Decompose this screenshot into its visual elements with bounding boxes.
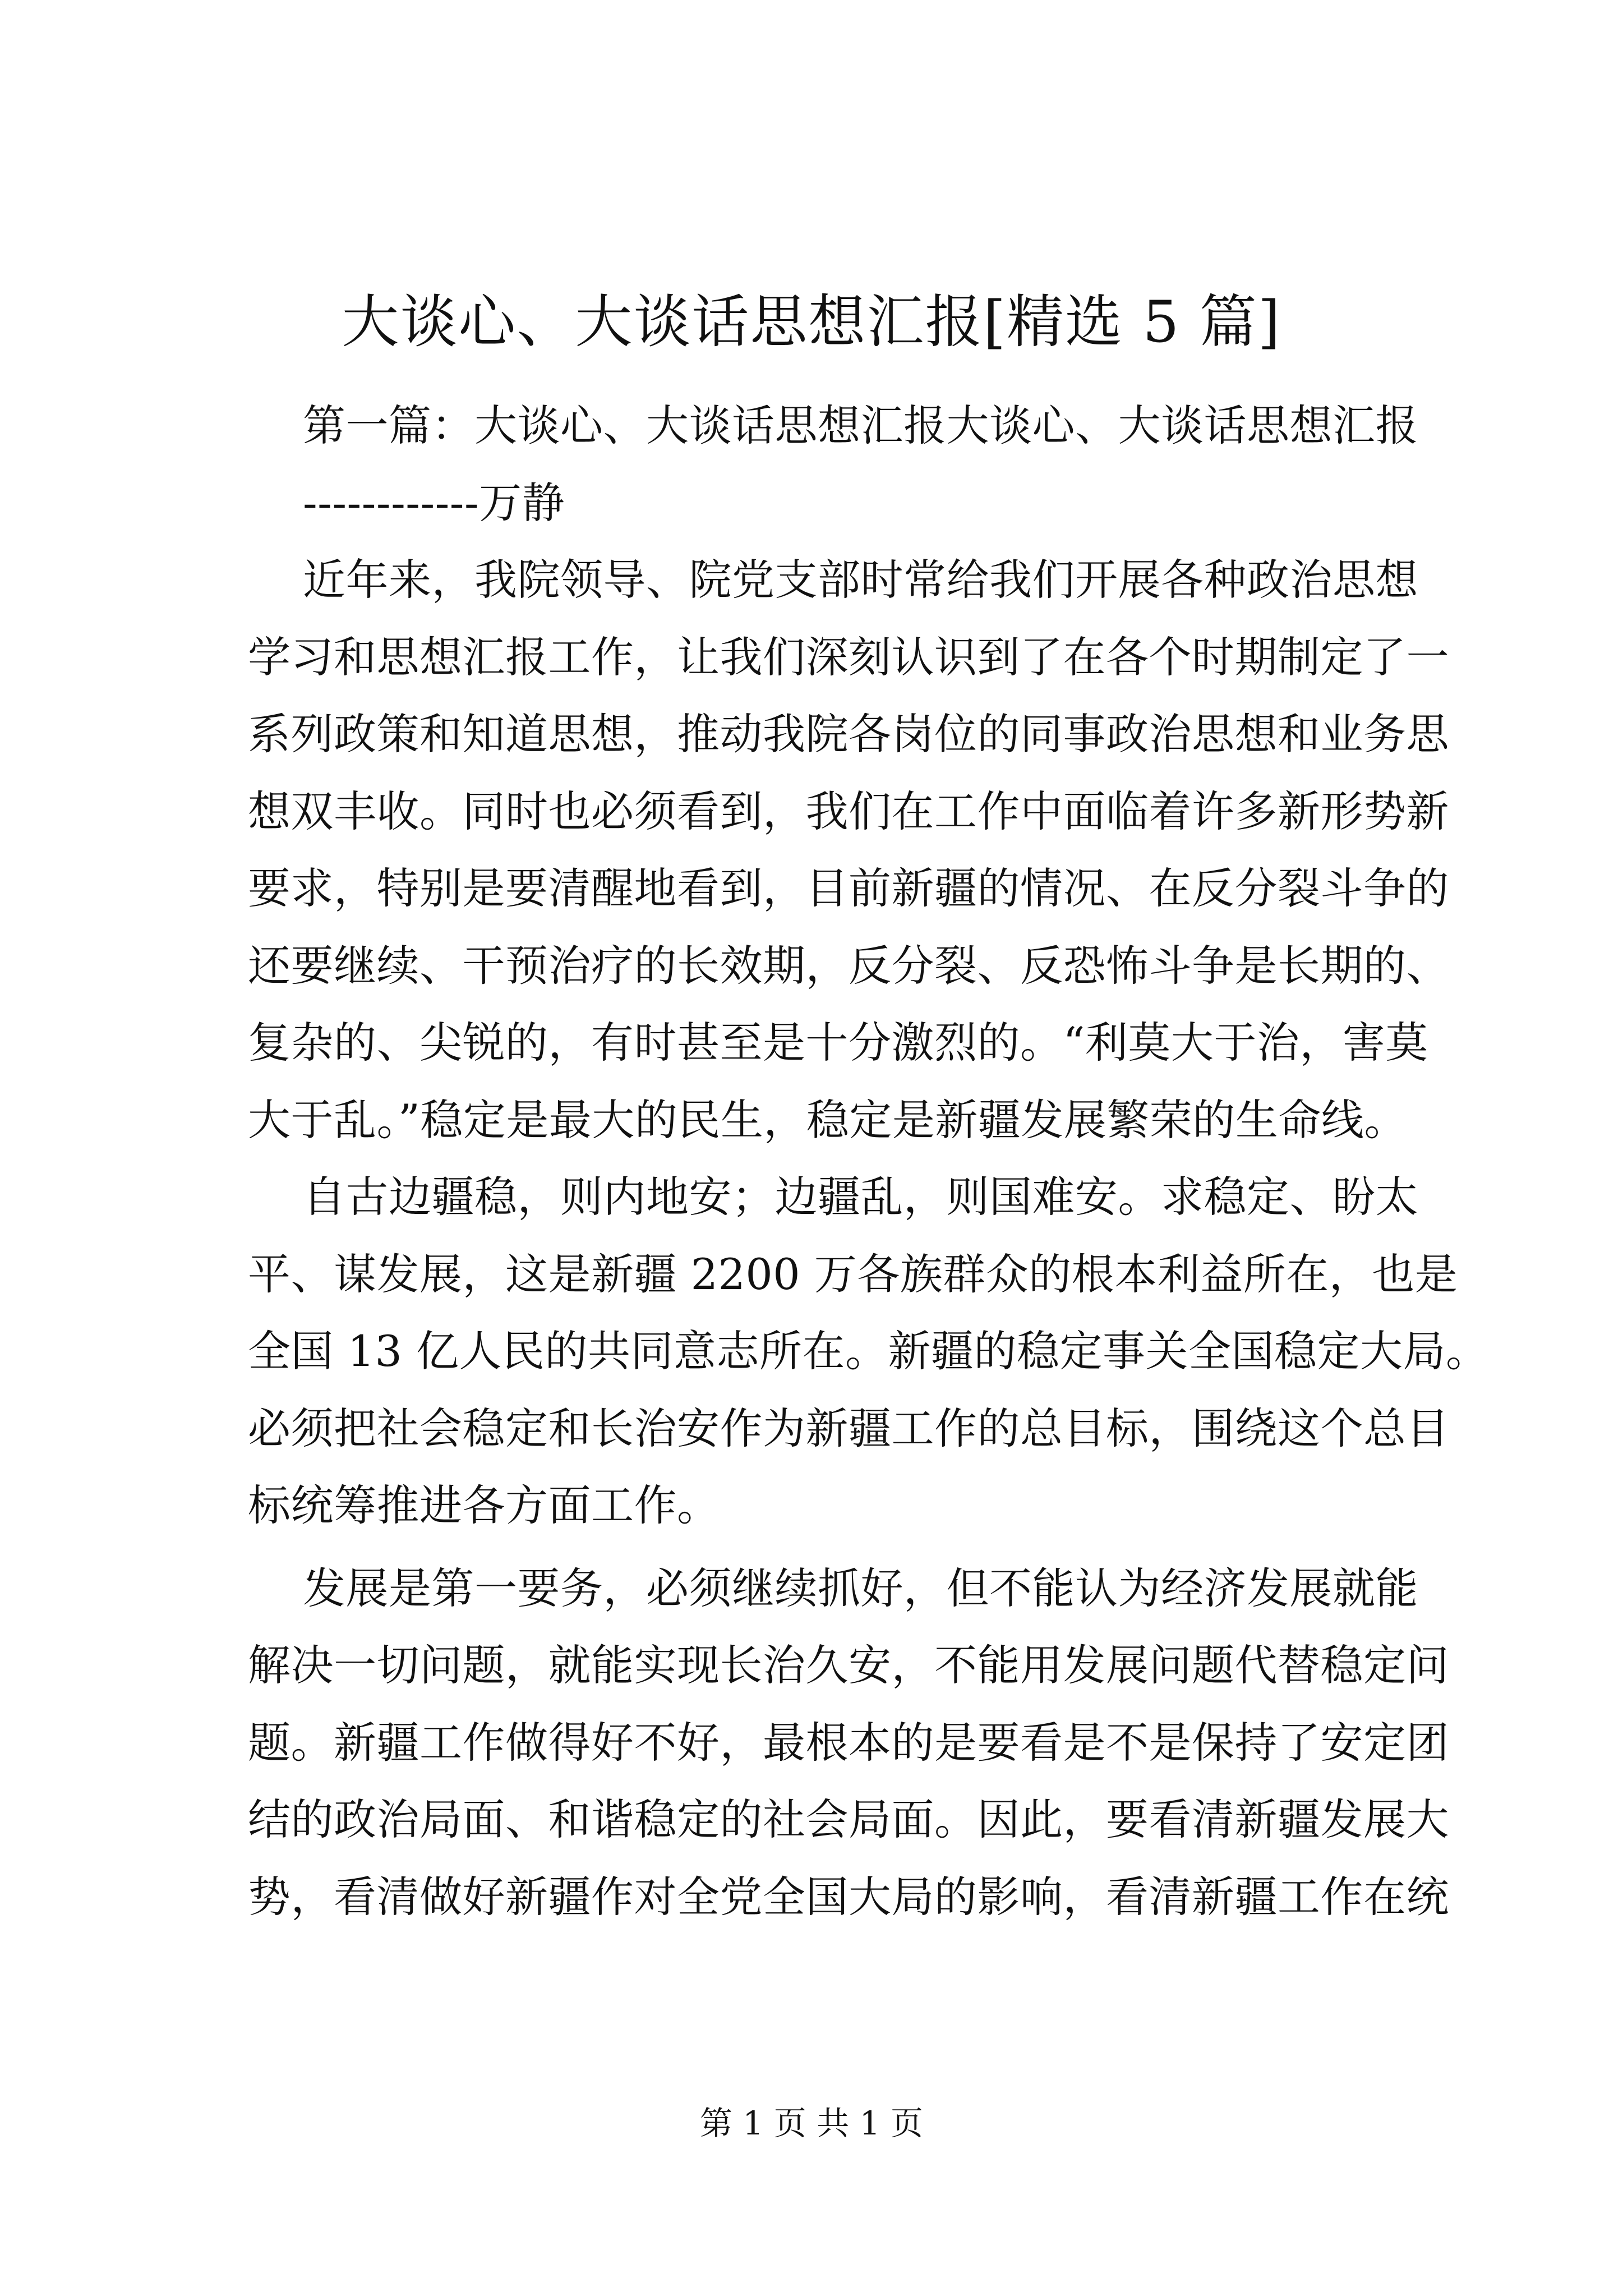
body-line: 解决一切问题，就能实现长治久安，不能用发展问题代替稳定问 — [248, 1640, 1449, 1690]
body-line: 第一篇：大谈心、大谈话思想汇报大谈心、大谈话思想汇报 — [303, 401, 1418, 450]
body-line: 复杂的、尖锐的，有时甚至是十分激烈的。“利莫大于治，害莫 — [248, 1018, 1428, 1068]
body-line: ------------万静 — [303, 477, 565, 528]
body-line: 平、谋发展，这是新疆 2200 万各族群众的根本利益所在，也是 — [248, 1249, 1458, 1299]
body-line: 题。新疆工作做得好不好，最根本的是要看是不是保持了安定团 — [248, 1717, 1449, 1768]
document-title: 大谈心、大谈话思想汇报[精选 5 篇] — [342, 289, 1281, 356]
body-line: 要求，特别是要清醒地看到，目前新疆的情况、在反分裂斗争的 — [248, 863, 1449, 913]
body-line: 标统筹推进各方面工作。 — [248, 1480, 720, 1530]
body-line: 还要继续、干预治疗的长效期，反分裂、反恐怖斗争是长期的、 — [248, 940, 1449, 991]
page-number-footer: 第 1 页 共 1 页 — [700, 2104, 923, 2142]
body-line: 发展是第一要务，必须继续抓好，但不能认为经济发展就能 — [303, 1563, 1418, 1613]
body-line: 大于乱。”稳定是最大的民生，稳定是新疆发展繁荣的生命线。 — [248, 1094, 1407, 1145]
body-line: 想双丰收。同时也必须看到，我们在工作中面临着许多新形势新 — [248, 786, 1449, 836]
body-line: 必须把社会稳定和长治安作为新疆工作的总目标，围绕这个总目 — [248, 1403, 1449, 1453]
body-line: 近年来，我院领导、院党支部时常给我们开展各种政治思想 — [303, 555, 1418, 605]
body-line: 系列政策和知道思想，推动我院各岗位的同事政治思想和业务思 — [248, 709, 1449, 759]
body-line: 全国 13 亿人民的共同意志所在。新疆的稳定事关全国稳定大局。 — [248, 1326, 1489, 1376]
document-body — [248, 387, 1489, 1935]
body-line: 学习和思想汇报工作，让我们深刻认识到了在各个时期制定了一 — [248, 632, 1449, 682]
body-line: 势，看清做好新疆作对全党全国大局的影响，看清新疆工作在统 — [248, 1871, 1449, 1922]
body-line: 自古边疆稳，则内地安；边疆乱，则国难安。求稳定、盼太 — [303, 1172, 1418, 1222]
body-line: 结的政治局面、和谐稳定的社会局面。因此，要看清新疆发展大 — [248, 1795, 1449, 1844]
